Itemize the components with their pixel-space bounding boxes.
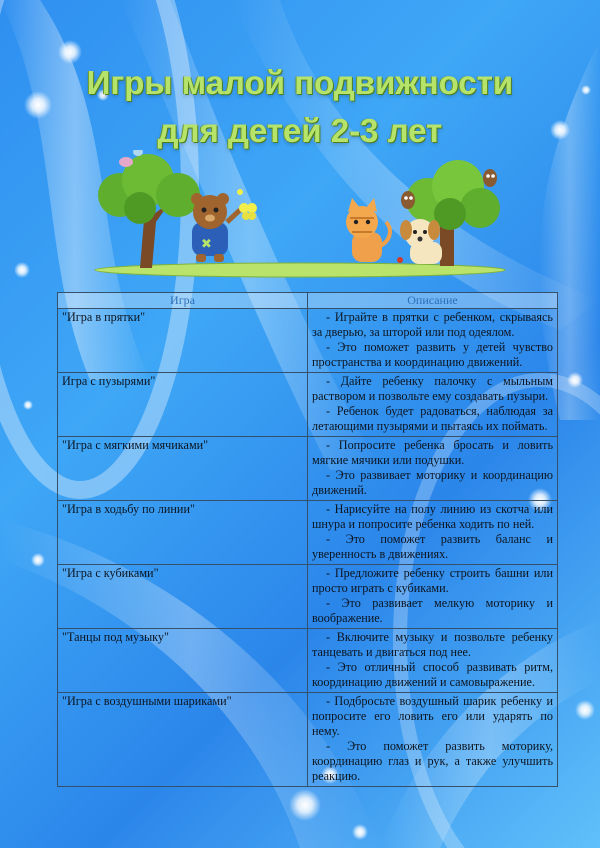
game-description-cell: [308, 309, 558, 373]
game-name-cell: "Танцы под музыку": [58, 629, 308, 693]
game-name-cell: "Игра с мягкими мячиками": [58, 437, 308, 501]
table-header-row: [58, 293, 558, 309]
dog-icon: [397, 219, 442, 264]
description-paragraph: - Ребенок будет радоваться, наблюдая за летающими пузырями и пытаясь их поймать.: [312, 404, 553, 433]
tree-icon: [98, 154, 200, 268]
table-row: [58, 373, 558, 437]
table-row: [58, 693, 558, 787]
game-name-cell: Игра с пузырями": [58, 373, 308, 437]
game-name-cell: "Игра с воздушными шариками": [58, 693, 308, 787]
description-paragraph: - Это поможет развить у детей чувство пространства и координацию движений.: [312, 340, 553, 369]
description-paragraph: - Это развивает моторику и координацию движений.: [312, 468, 553, 497]
description-paragraph: - Подбросьте воздушный шарик ребенку и попросите его ловить его или ударять по нему.: [312, 694, 553, 738]
description-paragraph: - Это поможет развить моторику, координацию глаз и рук, а также улучшить реакцию.: [312, 739, 553, 783]
table-row: [58, 629, 558, 693]
column-header-game: Игра: [58, 293, 308, 309]
page-title-line1: Игры малой подвижности: [86, 64, 514, 101]
description-paragraph: - Предложите ребенку строить башни или просто играть с кубиками.: [312, 566, 553, 595]
game-description-cell: [308, 437, 558, 501]
table-row: [58, 501, 558, 565]
description-paragraph: - Нарисуйте на полу линию из скотча или шнура и попросите ребенка ходить по ней.: [312, 502, 553, 531]
butterfly-icon: [237, 189, 257, 220]
game-description-cell: [308, 373, 558, 437]
table-row: [58, 437, 558, 501]
game-description-cell: [308, 629, 558, 693]
svg-text:✖: ✖: [201, 237, 212, 252]
bear-icon: [191, 193, 240, 262]
illustration: [80, 150, 520, 280]
games-table: [57, 292, 558, 787]
description-paragraph: - Это отличный способ развивать ритм, координацию движений и самовыражение.: [312, 660, 553, 689]
table-row: [58, 309, 558, 373]
description-paragraph: - Включите музыку и позвольте ребенку танцевать и двигаться под нее.: [312, 630, 553, 659]
description-paragraph: - Это поможет развить баланс и уверенность в движениях.: [312, 532, 553, 561]
game-description-cell: [308, 693, 558, 787]
description-paragraph: - Играйте в прятки с ребенком, скрываясь за дверью, за шторой или под одеялом.: [312, 310, 553, 339]
game-description-cell: [308, 565, 558, 629]
description-paragraph: - Дайте ребенку палочку с мыльным раствором и позвольте ему создавать пузыри.: [312, 374, 553, 403]
column-header-description: Описание: [308, 293, 558, 309]
cat-icon: [346, 198, 390, 262]
game-name-cell: "Игра в прятки": [58, 309, 308, 373]
page-title-line2: для детей 2-3 лет: [157, 112, 443, 149]
description-paragraph: - Попросите ребенка бросать и ловить мягкие мячики или подушки.: [312, 438, 553, 467]
description-paragraph: - Это развивает мелкую моторику и воображение.: [312, 596, 553, 625]
game-name-cell: "Игра в ходьбу по линии": [58, 501, 308, 565]
game-name-cell: "Игра с кубиками": [58, 565, 308, 629]
table-row: [58, 565, 558, 629]
game-description-cell: [308, 501, 558, 565]
